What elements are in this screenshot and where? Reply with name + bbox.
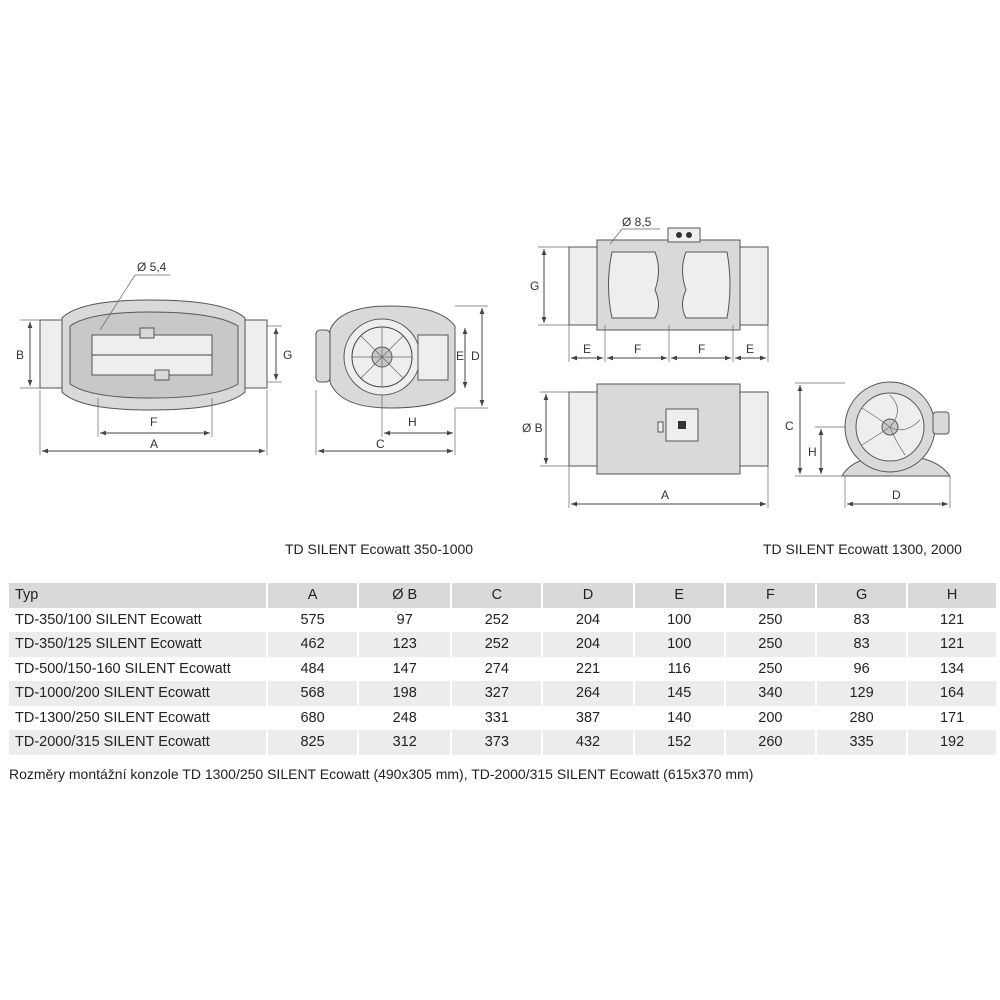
label-C: C: [376, 437, 385, 451]
left-side-view: [316, 306, 488, 455]
label-F: F: [150, 415, 158, 429]
table-cell: 327: [451, 681, 542, 706]
col-g: G: [816, 583, 907, 608]
table-cell: TD-500/150-160 SILENT Ecowatt: [15, 660, 231, 677]
table-cell: 484: [267, 657, 358, 682]
table-cell: 260: [725, 730, 816, 755]
label-B-right: Ø B: [522, 421, 543, 435]
table-cell: 171: [907, 706, 996, 731]
table-cell: 274: [451, 657, 542, 682]
table-cell: 248: [358, 706, 451, 731]
table-cell: 312: [358, 730, 451, 755]
col-c: C: [451, 583, 542, 608]
label-E: E: [456, 349, 465, 363]
footnote: Rozměry montážní konzole TD 1300/250 SILENT Ecowatt (490x305 mm), TD-2000/315 SILENT Ecowatt (615x370 mm): [9, 766, 754, 782]
table-cell: 373: [451, 730, 542, 755]
table-cell: 250: [725, 608, 816, 633]
table-row: [9, 730, 996, 755]
table-cell: 96: [816, 657, 907, 682]
label-F2: F: [698, 342, 706, 356]
col-h: H: [907, 583, 996, 608]
table-cell: TD-350/100 SILENT Ecowatt: [15, 611, 202, 628]
table-cell: 204: [542, 632, 633, 657]
table-cell: 335: [816, 730, 907, 755]
table-cell: 134: [907, 657, 996, 682]
table-cell: 432: [542, 730, 633, 755]
label-A: A: [150, 437, 159, 451]
col-e: E: [634, 583, 725, 608]
table-cell: 121: [907, 632, 996, 657]
label-D-right: D: [892, 488, 901, 502]
table-cell: 340: [725, 681, 816, 706]
table-cell: 83: [816, 608, 907, 633]
table-cell: 264: [542, 681, 633, 706]
table-cell: 100: [634, 608, 725, 633]
table-row: [9, 706, 996, 731]
col-f: F: [725, 583, 816, 608]
table-row: [9, 632, 996, 657]
label-H: H: [408, 415, 417, 429]
table-cell: 252: [451, 632, 542, 657]
table-cell: 250: [725, 632, 816, 657]
table-cell: 100: [634, 632, 725, 657]
label-E1: E: [583, 342, 592, 356]
label-E2: E: [746, 342, 755, 356]
caption-left: TD SILENT Ecowatt 350-1000: [285, 541, 474, 557]
table-cell: 123: [358, 632, 451, 657]
label-D: D: [471, 349, 480, 363]
table-cell: 331: [451, 706, 542, 731]
caption-right: TD SILENT Ecowatt 1300, 2000: [763, 541, 962, 557]
table-cell: 200: [725, 706, 816, 731]
label-H-right: H: [808, 445, 817, 459]
col-typ: Typ: [9, 583, 267, 608]
label-B: B: [16, 348, 25, 362]
table-cell: TD-1300/250 SILENT Ecowatt: [15, 709, 210, 726]
table-cell: 280: [816, 706, 907, 731]
table-cell: 825: [267, 730, 358, 755]
table-cell: 116: [634, 657, 725, 682]
table-cell: 164: [907, 681, 996, 706]
table-cell: 198: [358, 681, 451, 706]
table-cell: 129: [816, 681, 907, 706]
table-cell: 121: [907, 608, 996, 633]
table-cell: 152: [634, 730, 725, 755]
label-C-right: C: [785, 419, 794, 433]
table-cell: 575: [267, 608, 358, 633]
table-cell: TD-1000/200 SILENT Ecowatt: [9, 681, 267, 706]
table-cell: 145: [634, 681, 725, 706]
table-cell: 252: [451, 608, 542, 633]
col-b: Ø B: [358, 583, 451, 608]
right-side-view: [785, 382, 950, 508]
table-header-row: [9, 583, 996, 608]
left-front-view: [16, 260, 292, 455]
col-d: D: [542, 583, 633, 608]
table-cell: 140: [634, 706, 725, 731]
label-F1: F: [634, 342, 642, 356]
table-cell: 192: [907, 730, 996, 755]
table-cell: 204: [542, 608, 633, 633]
table-cell: 568: [267, 681, 358, 706]
table-cell: 462: [267, 632, 358, 657]
table-cell: 97: [358, 608, 451, 633]
label-hole-diameter-right: Ø 8,5: [622, 215, 652, 229]
table-cell: 250: [725, 657, 816, 682]
table-cell: 147: [358, 657, 451, 682]
label-hole-diameter: Ø 5,4: [137, 260, 167, 274]
right-front-view: [522, 384, 768, 508]
table-cell: 387: [542, 706, 633, 731]
table-cell: 221: [542, 657, 633, 682]
table-cell: 83: [816, 632, 907, 657]
table-cell: 680: [267, 706, 358, 731]
label-G-right: G: [530, 279, 540, 293]
table-row: [9, 681, 996, 706]
col-a: A: [267, 583, 358, 608]
table-cell: TD-2000/315 SILENT Ecowatt: [9, 730, 267, 755]
dimensions-table: [9, 583, 996, 755]
label-A-right: A: [661, 488, 670, 502]
right-top-view: [530, 215, 768, 362]
table-row: [9, 608, 996, 633]
label-G: G: [283, 348, 293, 362]
table-row: [9, 657, 996, 682]
table-cell: TD-350/125 SILENT Ecowatt: [9, 632, 267, 657]
